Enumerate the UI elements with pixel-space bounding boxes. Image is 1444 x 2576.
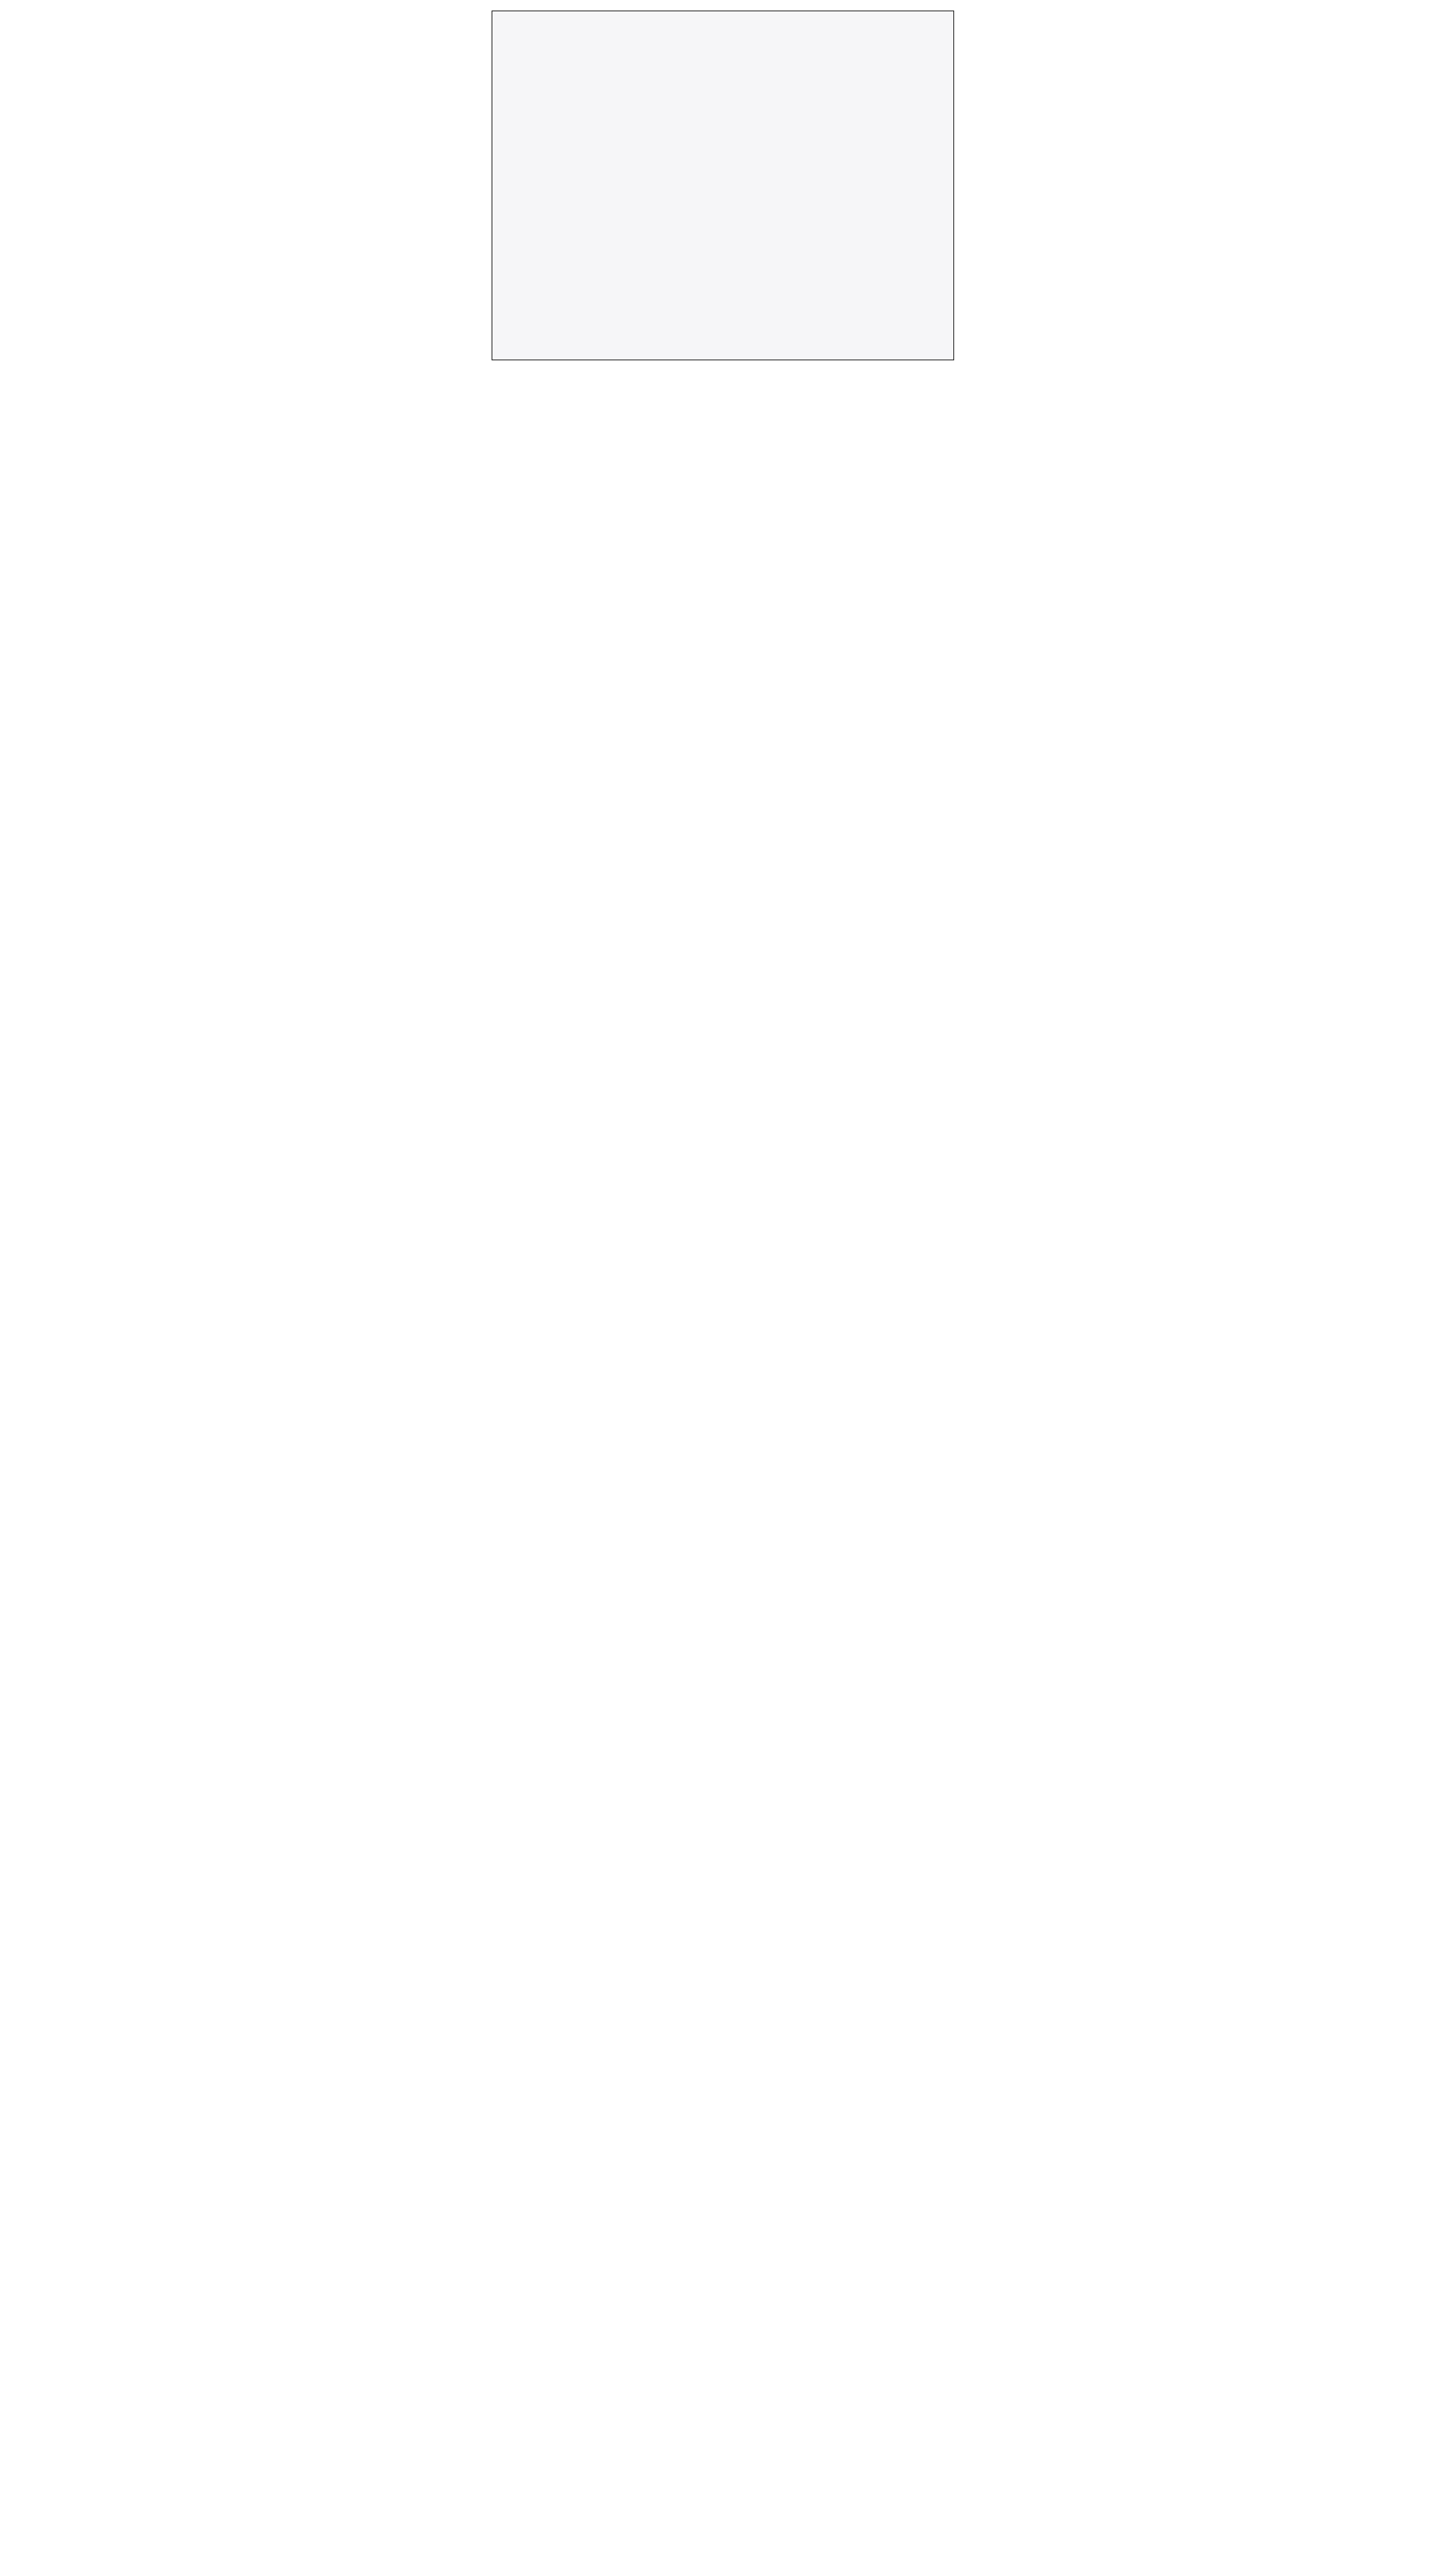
right-column xyxy=(968,10,1432,360)
center-grid-container xyxy=(492,10,955,360)
left-column xyxy=(14,10,478,360)
position-layout xyxy=(14,10,1432,369)
special-row xyxy=(14,10,1432,360)
